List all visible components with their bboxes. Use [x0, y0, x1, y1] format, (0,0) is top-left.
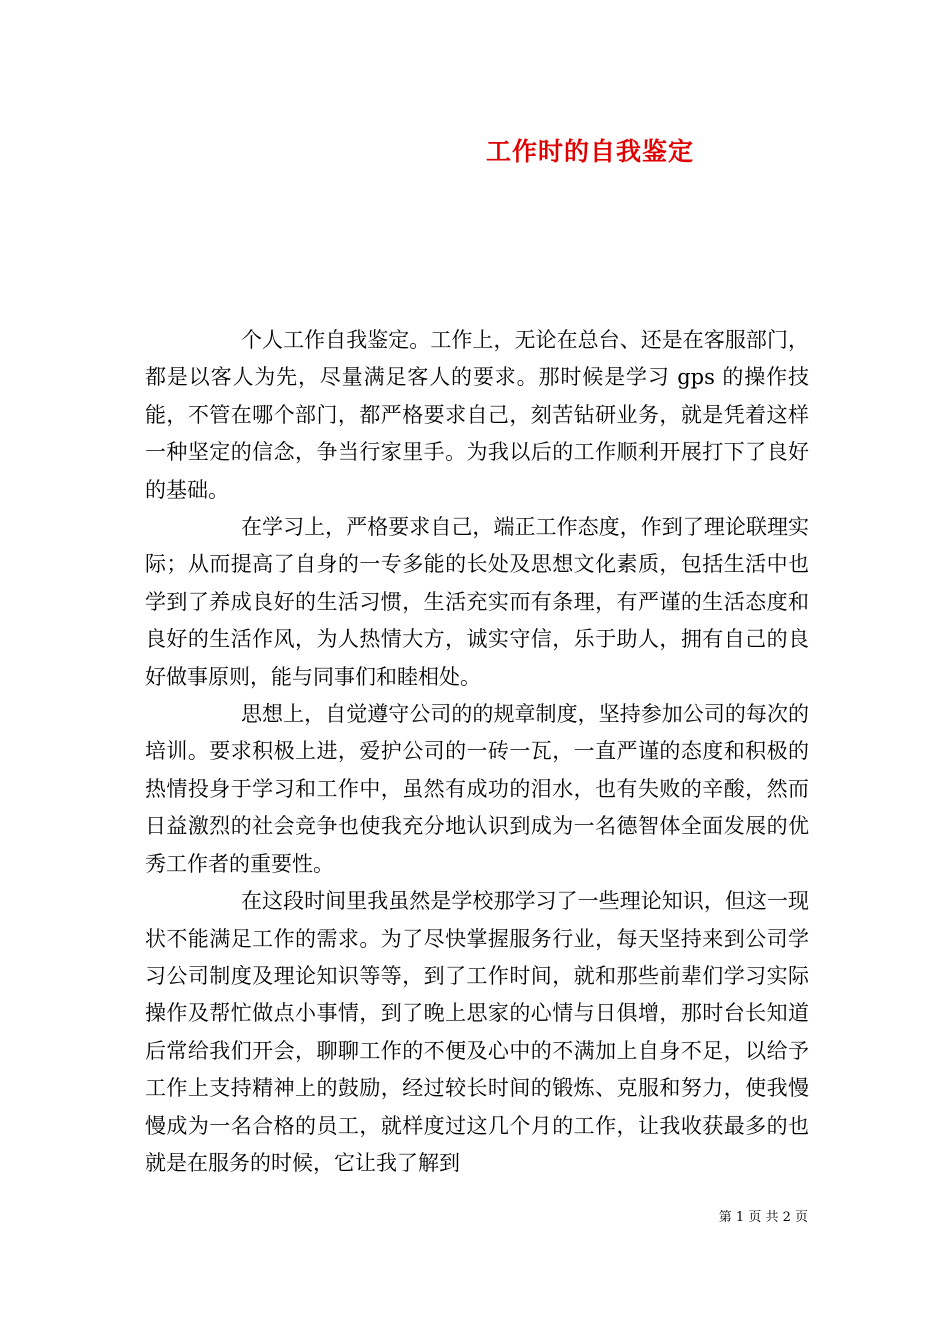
document-title: 工作时的自我鉴定 — [485, 137, 694, 166]
page-number-footer: 第 1 页 共 2 页 — [718, 1210, 808, 1225]
paragraph-4: 在这段时间里我虽然是学校那学习了一些理论知识，但这一现状不能满足工作的需求。为了尽快掌握服务行业，每天坚持来到公司学习公司制度及理论知识等等，到了工作时间，就和那些前辈们学习实际操作及帮忙做点小事情，到了晚上思家的心情与日俱增，那时台长知道后常给我们开会，聊聊工作的不便及心中的不满加上自身不足，以给予工作上支持精神上的鼓励，经过较长时间的锻炼、克服和努力，使我慢慢成为一名合格的员工，就样度过这几个月的工作，让我收获最多的也就是在服务的时候，它让我了解到 — [145, 889, 809, 1175]
paragraph-3: 思想上，自觉遵守公司的的规章制度，坚持参加公司的每次的培训。要求积极上进，爱护公司的一砖一瓦，一直严谨的态度和积极的热情投身于学习和工作中，虽然有成功的泪水，也有失败的辛酸，然而日益激烈的社会竞争也使我充分地认识到成为一名德智体全面发展的优秀工作者的重要性。 — [145, 702, 809, 876]
paragraph-1: 个人工作自我鉴定。工作上，无论在总台、还是在客服部门，都是以客人为先，尽量满足客人的要求。那时候是学习 gps 的操作技能，不管在哪个部门，都严格要求自己，刻苦钻研业务，就是凭着这样一种坚定的信念，争当行家里手。为我以后的工作顺利开展打下了良好的基础。 — [145, 328, 809, 502]
document-body — [145, 322, 809, 1182]
paragraph-2: 在学习上，严格要求自己，端正工作态度，作到了理论联理实际；从而提高了自身的一专多能的长处及思想文化素质，包括生活中也学到了养成良好的生活习惯，生活充实而有条理，有严谨的生活态度和良好的生活作风，为人热情大方，诚实守信，乐于助人，拥有自己的良好做事原则，能与同事们和睦相处。 — [145, 515, 809, 689]
